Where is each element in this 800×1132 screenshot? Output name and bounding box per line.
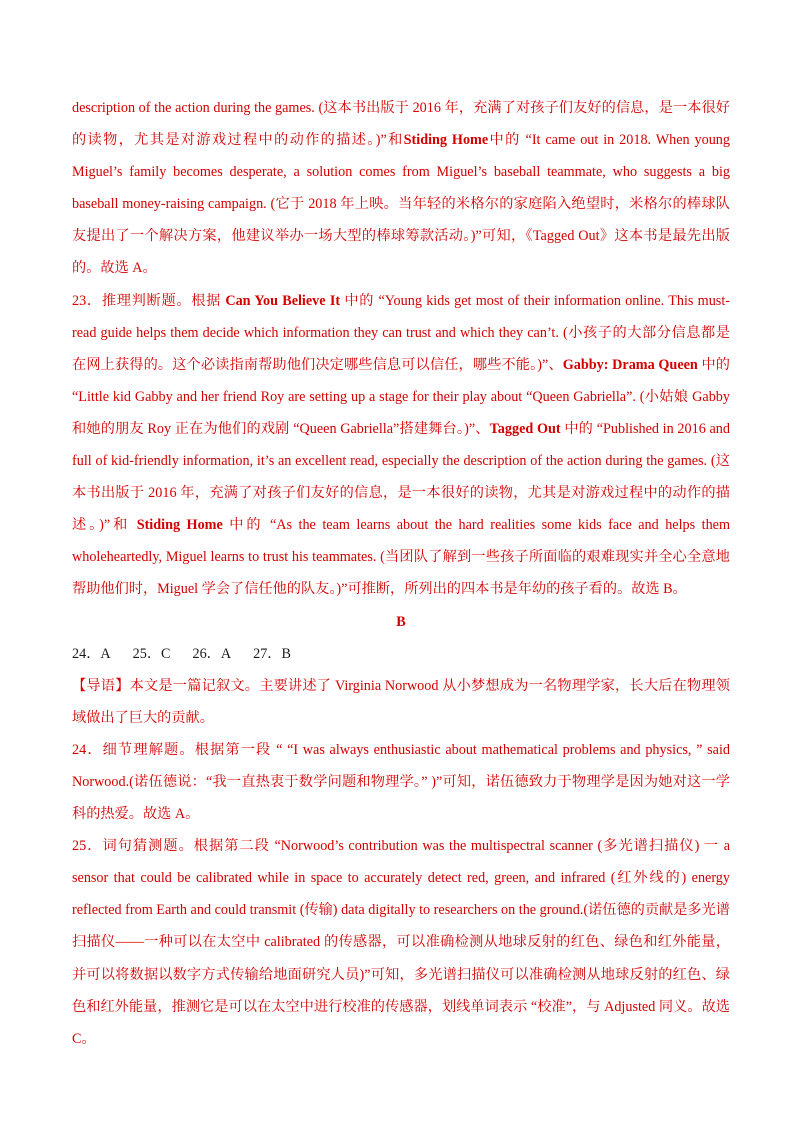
answer-24: 24．A xyxy=(72,645,111,662)
explanation-25: 25．词句猜测题。根据第二段 “Norwood’s contribution was the multispectral scanner (多光谱扫描仪) 一 a sensor that could be calibrated while in space to accurately detect red, green, and infrared (红外线的) energy reflected from Earth and could transmit (传输) data digitally to researchers on the ground.(诺伍德的贡献是多光谱扫描仪——一种可以在太空中 calibrated 的传感器，可以准确检测从地球反射的红色、绿色和红外能量，并可以将数据以数字方式传输给地面研究人员)”可知，多光谱扫描仪可以准确检测从地球反射的红色、绿色和红外能量，推测它是可以在太空中进行校准的传感器，划线单词表示 “校准”，与 Adjusted 同义。故选 C。 xyxy=(72,838,730,1047)
book-title: Tagged Out xyxy=(489,420,561,437)
book-title: Can You Believe It xyxy=(225,292,341,309)
explanation-23 xyxy=(72,285,730,606)
explanation-24: 24．细节理解题。根据第一段 “ “I was always enthusiastic about mathematical problems and physics, ” said Norwood.(诺伍德说：“我一直热衷于数学问题和物理学。” )”可知，诺伍德致力于物理学是因为她对这一学科的热爱。故选 A。 xyxy=(72,741,730,823)
text-run: 中的 “Published in 2016 and full of kid-friendly information, it’s an excellent read, especially the description of the action during the games. (这本书出版于 2016 年，充满了对孩子们友好的信息，是一本很好的读物，尤其是对游戏过程中的动作的描述。)”和 xyxy=(72,420,730,534)
book-title: Stiding Home xyxy=(403,132,489,149)
text-run: 23．推理判断题。根据 xyxy=(72,292,226,309)
answer-27: 27．B xyxy=(253,645,291,662)
explanation-22-continued xyxy=(72,92,730,285)
document-page xyxy=(72,92,730,1055)
answer-26: 26．A xyxy=(192,645,232,662)
text-run: 中的 “Young kids get most of their information online. This must-read guide helps them decide which information they can trust and which they can’t. (小孩子的大部分信息都是在网上获得的。这个必读指南帮助他们决定哪些信息可以信任，哪些不能。)”、 xyxy=(72,292,730,373)
book-title: Stiding Home xyxy=(136,517,223,534)
text-run: description of the action during the games. (这本书出版于 2016 年，充满了对孩子们友好的信息，是一本很好的读物，尤其是对游戏过程中的动作的描述。)”和 xyxy=(72,100,730,149)
text-run: 中的 “As the team learns about the hard realities some kids face and helps them wholeheartedly, Miguel learns to trust his teammates. (当团队了解到一些孩子所面临的艰难现实并全心全意地帮助他们时，Miguel 学会了信任他的队友。)”可推断，所列出的四本书是年幼的孩子看的。故选 B。 xyxy=(72,517,731,598)
answer-25: 25．C xyxy=(132,645,171,662)
section-heading: B xyxy=(396,613,406,630)
book-title: Gabby: Drama Queen xyxy=(562,356,698,373)
text-run: 中的 “It came out in 2018. When young Miguel’s family becomes desperate, a solution comes from Miguel’s baseball teammate, who suggests a big baseball money-raising campaign. (它于 2018 年上映。当年轻的米格尔的家庭陷入绝望时，米格尔的棒球队友提出了一个解决方案，他建议举办一场大型的棒球筹款活动。)”可知，《Tagged Out》这本书是最先出版的。故选 A。 xyxy=(72,132,730,277)
text-run: 中的 “Little kid Gabby and her friend Roy are setting up a stage for their play about “Queen Gabriella”. (小姑娘 Gabby 和她的朋友 Roy 正在为他们的戏剧 “Queen Gabriella”搭建舞台。)”、 xyxy=(72,356,730,437)
passage-intro: 【导语】本文是一篇记叙文。主要讲述了 Virginia Norwood 从小梦想成为一名物理学家，长大后在物理领域做出了巨大的贡献。 xyxy=(72,677,730,726)
answer-key xyxy=(72,638,730,670)
